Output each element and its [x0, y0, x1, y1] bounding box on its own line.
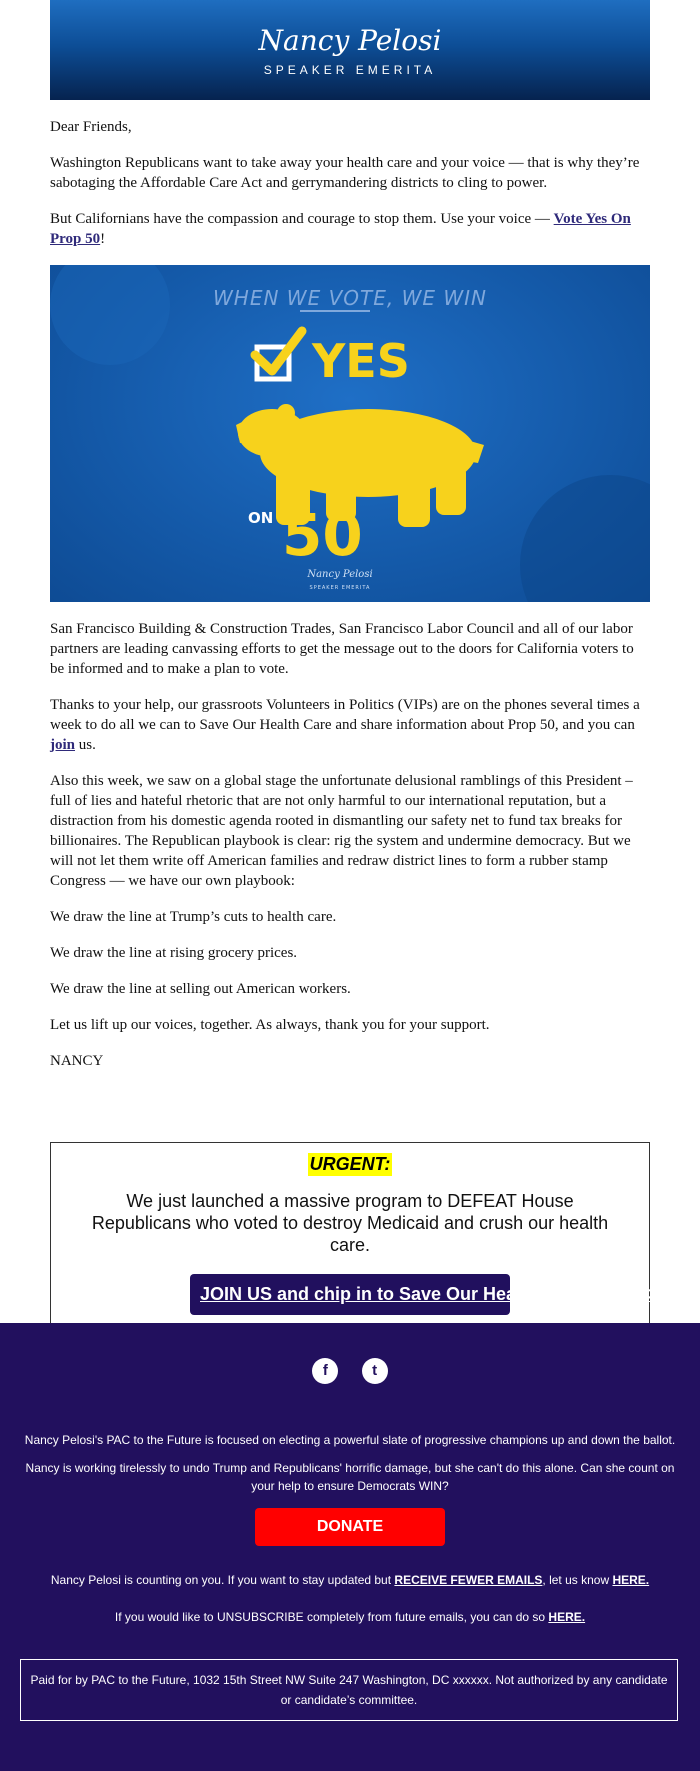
fewer-emails-here-link[interactable]: HERE. [612, 1573, 650, 1587]
hero-number: 50 [282, 501, 363, 569]
hero-on: ON [248, 509, 274, 527]
signoff: NANCY [50, 1053, 104, 1069]
paragraph-7: We draw the line at rising grocery prices. [50, 945, 298, 961]
join-link[interactable]: join [50, 737, 76, 753]
hero-mini-signature: Nancy Pelosi [307, 569, 373, 580]
urgent-label: URGENT: [309, 1154, 391, 1174]
svg-text:Nancy Pelosi: Nancy Pelosi [258, 24, 442, 57]
signature-logo [50, 18, 650, 62]
paid-for-disclaimer: Paid for by PAC to the Future, 1032 15th Street NW Suite 247 Washington, DC xxxxxx. Not authorized by any candidate or candidate’s committee. [20, 1659, 678, 1721]
vote-yes-link[interactable]: Vote Yes On Prop 50 [50, 211, 631, 247]
greeting: Dear Friends, [50, 119, 132, 135]
paragraph-9: Let us lift up our voices, together. As always, thank you for your support. [50, 1017, 490, 1033]
header-subtitle: SPEAKER EMERITA [263, 63, 437, 77]
urgent-box [50, 1142, 659, 1326]
footer-paragraph-2: Nancy is working tirelessly to undo Trump and Republicans' horrific damage, but she can't do this alone. Can she count on your help to ensure Democrats WIN? [25, 1461, 675, 1493]
letter-body [50, 117, 650, 1071]
unsubscribe-here-link[interactable]: HERE. [548, 1610, 586, 1624]
paragraph-5: Also this week, we saw on a global stage the unfortunate delusional ramblings of this President – full of lies and hateful rhetoric that are not only harmful to our international reputation, but a distraction from his domestic agenda rooted in dismantling our safety net to fund tax breaks for billionaires. The Republican playbook is clear: rig the system and undermine democracy. But we will not let them write off American families and redraw district lines to form a rubber stamp Congress — we have our own playbook: [50, 773, 633, 889]
checkbox-icon [255, 331, 302, 379]
receive-fewer-emails-link[interactable]: RECEIVE FEWER EMAILS [394, 1573, 543, 1587]
paragraph-1: Washington Republicans want to take away your health care and your voice — that is why they’re sabotaging the Affordable Care Act and gerrymandering districts to cling to power. [50, 155, 640, 191]
hero-graphic [50, 265, 650, 602]
fewer-emails-text: Nancy Pelosi is counting on you. If you want to stay updated but RECEIVE FEWER EMAILS, let us know HERE. [50, 1573, 650, 1587]
unsubscribe-text: If you would like to UNSUBSCRIBE completely from future emails, you can do so HERE. [114, 1610, 586, 1624]
paragraph-6: We draw the line at Trump’s cuts to health care. [50, 909, 337, 925]
hero-yes: YES [312, 334, 410, 388]
social-links [0, 1358, 700, 1384]
join-chip-in-button[interactable]: JOIN US and chip in to Save Our Health Care here! >> [190, 1274, 510, 1315]
header-banner [50, 0, 650, 100]
hero-tagline: WHEN WE VOTE, WE WIN [213, 286, 487, 310]
paragraph-3: San Francisco Building & Construction Trades, San Francisco Labor Council and all of our labor partners are leading canvassing efforts to get the message out to the doors for California voters to be informed and to make a plan to vote. [50, 621, 634, 677]
paragraph-4: Thanks to your help, our grassroots Volunteers in Politics (VIPs) are on the phones several times a week to do all we can to Save Our Health Care and share information about Prop 50, and you can join us. [50, 697, 640, 753]
facebook-icon[interactable]: f [312, 1358, 338, 1384]
donate-button[interactable]: DONATE [255, 1508, 445, 1546]
footer-paragraph-1: Nancy Pelosi's PAC to the Future is focused on electing a powerful slate of progressive champions up and down the ballot. [24, 1433, 676, 1447]
twitter-icon[interactable]: t [362, 1358, 388, 1384]
paragraph-2: But Californians have the compassion and courage to stop them. Use your voice — Vote Yes On Prop 50! [50, 211, 631, 247]
hero-mini-subtitle: SPEAKER EMERITA [309, 585, 371, 591]
paragraph-8: We draw the line at selling out American workers. [50, 981, 351, 997]
urgent-text: We just launched a massive program to DEFEAT House Republicans who voted to destroy Medicaid and crush our health care. [91, 1191, 609, 1255]
footer [0, 1323, 700, 1771]
hero-image[interactable] [50, 265, 650, 602]
